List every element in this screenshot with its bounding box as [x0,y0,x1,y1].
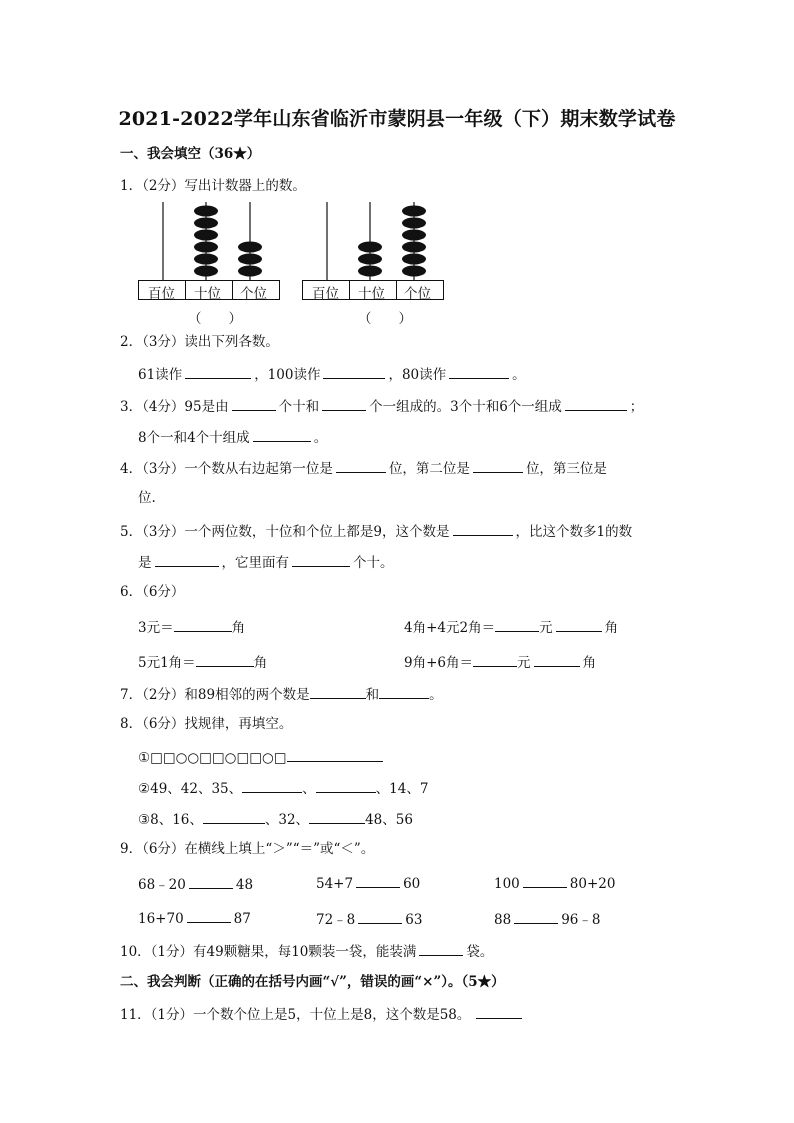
answer-blank[interactable] [495,617,539,632]
question-3-line-2: 8个一和4个十组成 。 [138,427,327,447]
answer-blank[interactable] [379,684,429,699]
question-11: 11．（1分）一个数个位上是5，十位上是8，这个数是58。 [120,1004,525,1024]
answer-blank[interactable] [316,778,376,793]
question-2-body: 61读作 ，100读作 ，80读作 。 [138,364,526,384]
question-4: 4．（3分）一个数从右边起第一位是 位，第二位是 位，第三位是 [120,458,607,478]
q6-item-3: 5元1角＝ 角 [138,651,267,671]
answer-blank[interactable] [155,552,219,567]
q9-compare-4: 16+70 87 [138,908,251,927]
answer-blank[interactable] [189,874,233,889]
abacus-1-label-ones: 个位 [240,286,267,302]
page-title: 2021-2022学年山东省临沂市蒙阴县一年级（下）期末数学试卷 [118,108,676,130]
question-4-line-2: 位. [138,490,156,506]
answer-blank[interactable] [242,778,302,793]
section-1-heading: 一、我会填空（36★） [120,146,261,162]
q9-compare-6: 88 96﹣8 [494,908,600,928]
abacus-1-label-hundreds: 百位 [148,286,175,302]
answer-blank[interactable] [449,364,509,379]
abacus-1-answer: （ ） [188,311,242,327]
abacus-2-label-hundreds: 百位 [312,286,339,302]
question-8: 8．（6分）找规律，再填空。 [120,716,293,732]
answer-blank[interactable] [356,873,400,888]
q6-item-1: 3元＝ 角 [138,616,245,636]
q6-item-4: 9角+6角＝ 元 角 [404,651,596,671]
answer-blank[interactable] [292,552,350,567]
answer-blank[interactable] [310,684,366,699]
answer-blank[interactable] [203,809,265,824]
abacus-1-label-tens: 十位 [194,286,221,302]
answer-blank[interactable] [187,908,231,923]
answer-blank[interactable] [419,941,463,956]
abacus-2-label-tens: 十位 [358,286,385,302]
section-2-heading: 二、我会判断（正确的在括号内画“√”，错误的画“×”）。（5★） [120,974,505,990]
answer-blank[interactable] [232,396,276,411]
answer-blank[interactable] [473,458,523,473]
answer-blank[interactable] [523,873,567,888]
q8-pattern-3: ③8、16、 、32、 48、56 [138,809,413,829]
answer-blank[interactable] [453,521,513,536]
question-1: 1．（2分）写出计数器上的数。 [120,178,306,194]
question-2: 2．（3分）读出下列各数。 [120,334,279,350]
question-5-line-2: 是 ，它里面有 个十。 [138,552,394,572]
answer-blank[interactable] [322,396,366,411]
answer-blank[interactable] [514,909,558,924]
q8-pattern-2: ②49、42、35、 、 、14、7 [138,778,428,798]
answer-blank[interactable] [309,809,365,824]
abacus-2-tens-beads [358,242,382,277]
question-3: 3．（4分）95是由 个十和 个一组成的。3个十和6个一组成 ； [120,396,643,416]
answer-blank[interactable] [323,364,385,379]
answer-blank[interactable] [336,458,386,473]
answer-blank[interactable] [358,909,402,924]
q8-pattern-1: ①□□○○□□○□□○□ [138,747,383,767]
question-6: 6．（6分） [120,584,185,600]
q6-item-2: 4角+4元2角＝ 元 角 [404,616,618,636]
answer-blank[interactable] [185,364,251,379]
question-7: 7．（2分）和89相邻的两个数是 和 。 [120,684,443,704]
abacus-1-ones-beads [238,242,262,277]
answer-blank[interactable] [196,652,254,667]
q9-compare-1: 68﹣20 48 [138,873,253,893]
answer-blank[interactable] [253,427,311,442]
q9-compare-2: 54+7 60 [316,873,420,892]
question-10: 10．（1分）有49颗糖果，每10颗装一袋，能装满 袋。 [120,941,493,961]
answer-blank[interactable] [174,617,232,632]
answer-blank[interactable] [534,652,580,667]
q9-compare-5: 72﹣8 63 [316,908,422,928]
answer-blank[interactable] [556,617,602,632]
answer-blank[interactable] [473,652,517,667]
question-5: 5．（3分）一个两位数，十位和个位上都是9，这个数是 ，比这个数多1的数 [120,521,632,541]
answer-blank[interactable] [476,1004,522,1019]
abacus-2-answer: （ ） [358,311,412,327]
abacus-2-label-ones: 个位 [404,286,431,302]
q9-compare-3: 100 80+20 [494,873,615,892]
answer-blank[interactable] [565,396,627,411]
question-9: 9．（6分）在横线上填上“＞”“＝”或“＜”。 [120,841,375,857]
answer-blank[interactable] [287,747,383,762]
